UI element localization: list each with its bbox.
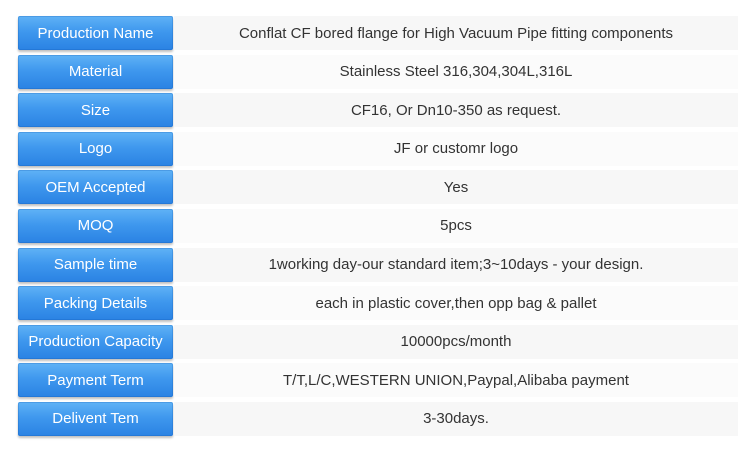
table-row-production-name: [18, 16, 738, 50]
row-value: each in plastic cover,then opp bag & pallet: [174, 286, 738, 320]
row-label: Delivent Tem: [18, 402, 173, 436]
row-value: 10000pcs/month: [174, 325, 738, 359]
row-value: T/T,L/C,WESTERN UNION,Paypal,Alibaba payment: [174, 363, 738, 397]
table-row-logo: [18, 132, 738, 166]
table-row-payment-term: [18, 363, 738, 397]
row-value: 5pcs: [174, 209, 738, 243]
table-row-moq: [18, 209, 738, 243]
row-label: Payment Term: [18, 363, 173, 397]
table-row-material: [18, 55, 738, 89]
row-label: Size: [18, 93, 173, 127]
table-row-delivery-term: [18, 402, 738, 436]
row-value: 3-30days.: [174, 402, 738, 436]
row-value: 1working day-our standard item;3~10days - your design.: [174, 248, 738, 282]
row-value: Yes: [174, 170, 738, 204]
table-row-size: [18, 93, 738, 127]
row-value: Conflat CF bored flange for High Vacuum Pipe fitting components: [174, 16, 738, 50]
row-value: JF or customr logo: [174, 132, 738, 166]
table-row-packing-details: [18, 286, 738, 320]
row-label: Packing Details: [18, 286, 173, 320]
spec-table: [18, 16, 738, 441]
table-row-oem-accepted: [18, 170, 738, 204]
row-value: CF16, Or Dn10-350 as request.: [174, 93, 738, 127]
row-label: Production Capacity: [18, 325, 173, 359]
table-row-sample-time: [18, 248, 738, 282]
row-label: Sample time: [18, 248, 173, 282]
row-label: Logo: [18, 132, 173, 166]
row-label: OEM Accepted: [18, 170, 173, 204]
row-label: MOQ: [18, 209, 173, 243]
row-label: Material: [18, 55, 173, 89]
row-label: Production Name: [18, 16, 173, 50]
table-row-production-capacity: [18, 325, 738, 359]
row-value: Stainless Steel 316,304,304L,316L: [174, 55, 738, 89]
